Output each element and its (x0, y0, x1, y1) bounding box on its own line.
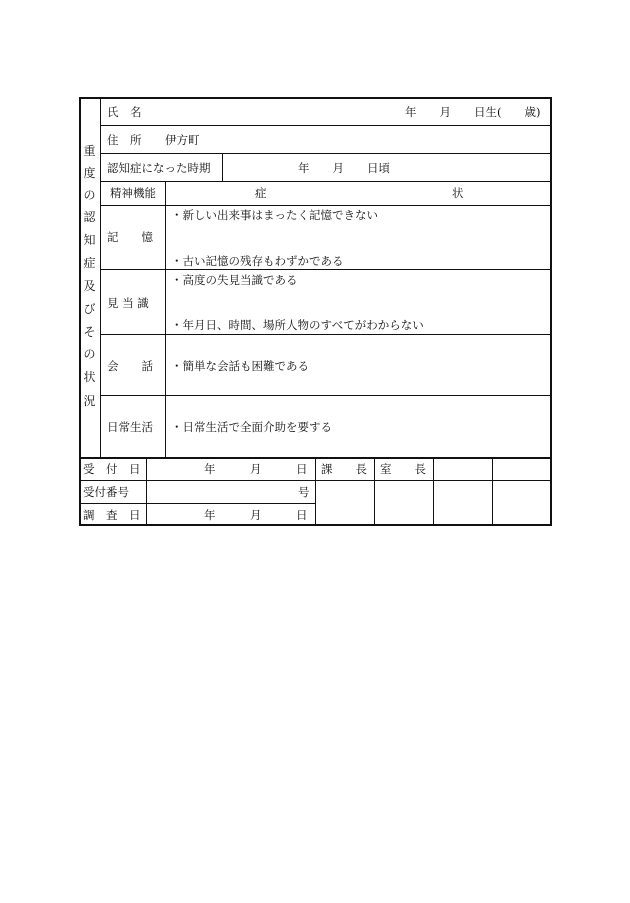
divider (100, 181, 552, 182)
symptom-item: ・簡単な会話も困難である (171, 359, 309, 373)
name-label: 氏 名 (107, 105, 142, 119)
divider (100, 395, 552, 396)
side-title-char: 症 (83, 256, 96, 270)
symptom-item: ・年月日、時間、場所人物のすべてがわからない (171, 318, 424, 332)
divider (100, 153, 552, 154)
side-title-char: 重 (83, 144, 96, 158)
divider (222, 153, 223, 181)
side-title-char: 知 (83, 233, 96, 247)
divider (100, 334, 552, 335)
divider (100, 269, 552, 270)
onset-date-field: 年 月 日頃 (298, 161, 390, 175)
side-title-char: 度 (83, 166, 96, 180)
symptom-item: ・古い記憶の残存もわずかである (171, 254, 344, 268)
divider (79, 480, 315, 481)
survey-date-label: 調 査 日 (83, 508, 141, 522)
side-title-char: 及 (83, 279, 96, 293)
received-date-label: 受 付 日 (83, 462, 141, 476)
symptom-header-2: 状 (452, 186, 464, 200)
section-label-orientation: 見 当 識 (107, 296, 149, 310)
symptom-item: ・高度の失見当識である (171, 273, 298, 287)
mental-function-header: 精神機能 (110, 186, 156, 200)
side-title (79, 97, 100, 457)
address-label: 住 所 (107, 133, 142, 147)
symptom-header-1: 症 (255, 186, 267, 200)
side-title-char: の (83, 347, 96, 361)
divider (79, 503, 315, 504)
divider (100, 205, 552, 206)
side-title-char: の (83, 188, 96, 202)
divider (100, 125, 552, 126)
survey-date-field: 年 月 日 (204, 508, 308, 522)
section-chief-label: 課 長 (321, 462, 367, 476)
divider (374, 458, 375, 526)
divider (492, 458, 493, 526)
divider (100, 97, 101, 458)
received-date-field: 年 月 日 (204, 462, 308, 476)
office-chief-label: 室 長 (380, 462, 426, 476)
receipt-number-field: 号 (298, 485, 310, 499)
divider (433, 458, 434, 526)
symptom-item: ・新しい出来事はまったく記憶できない (171, 208, 378, 222)
address-value: 伊方町 (165, 133, 200, 147)
divider (165, 181, 166, 458)
side-title-char: 況 (83, 394, 96, 408)
dementia-status-form (79, 97, 552, 526)
side-title-char: 状 (83, 370, 96, 384)
onset-label: 認知症になった時期 (107, 161, 211, 175)
receipt-number-label: 受付番号 (83, 485, 129, 499)
section-label-conversation: 会 話 (107, 359, 153, 373)
section-label-memory: 記 憶 (107, 230, 153, 244)
birth-date-field: 年 月 日生( 歳) (405, 105, 541, 119)
divider (146, 458, 147, 526)
symptom-item: ・日常生活で全面介助を要する (171, 420, 332, 434)
side-title-char: 認 (83, 210, 96, 224)
section-label-daily-life: 日常生活 (107, 420, 153, 434)
side-title-char: び (83, 302, 96, 316)
divider (315, 458, 316, 526)
side-title-char: そ (83, 325, 96, 339)
